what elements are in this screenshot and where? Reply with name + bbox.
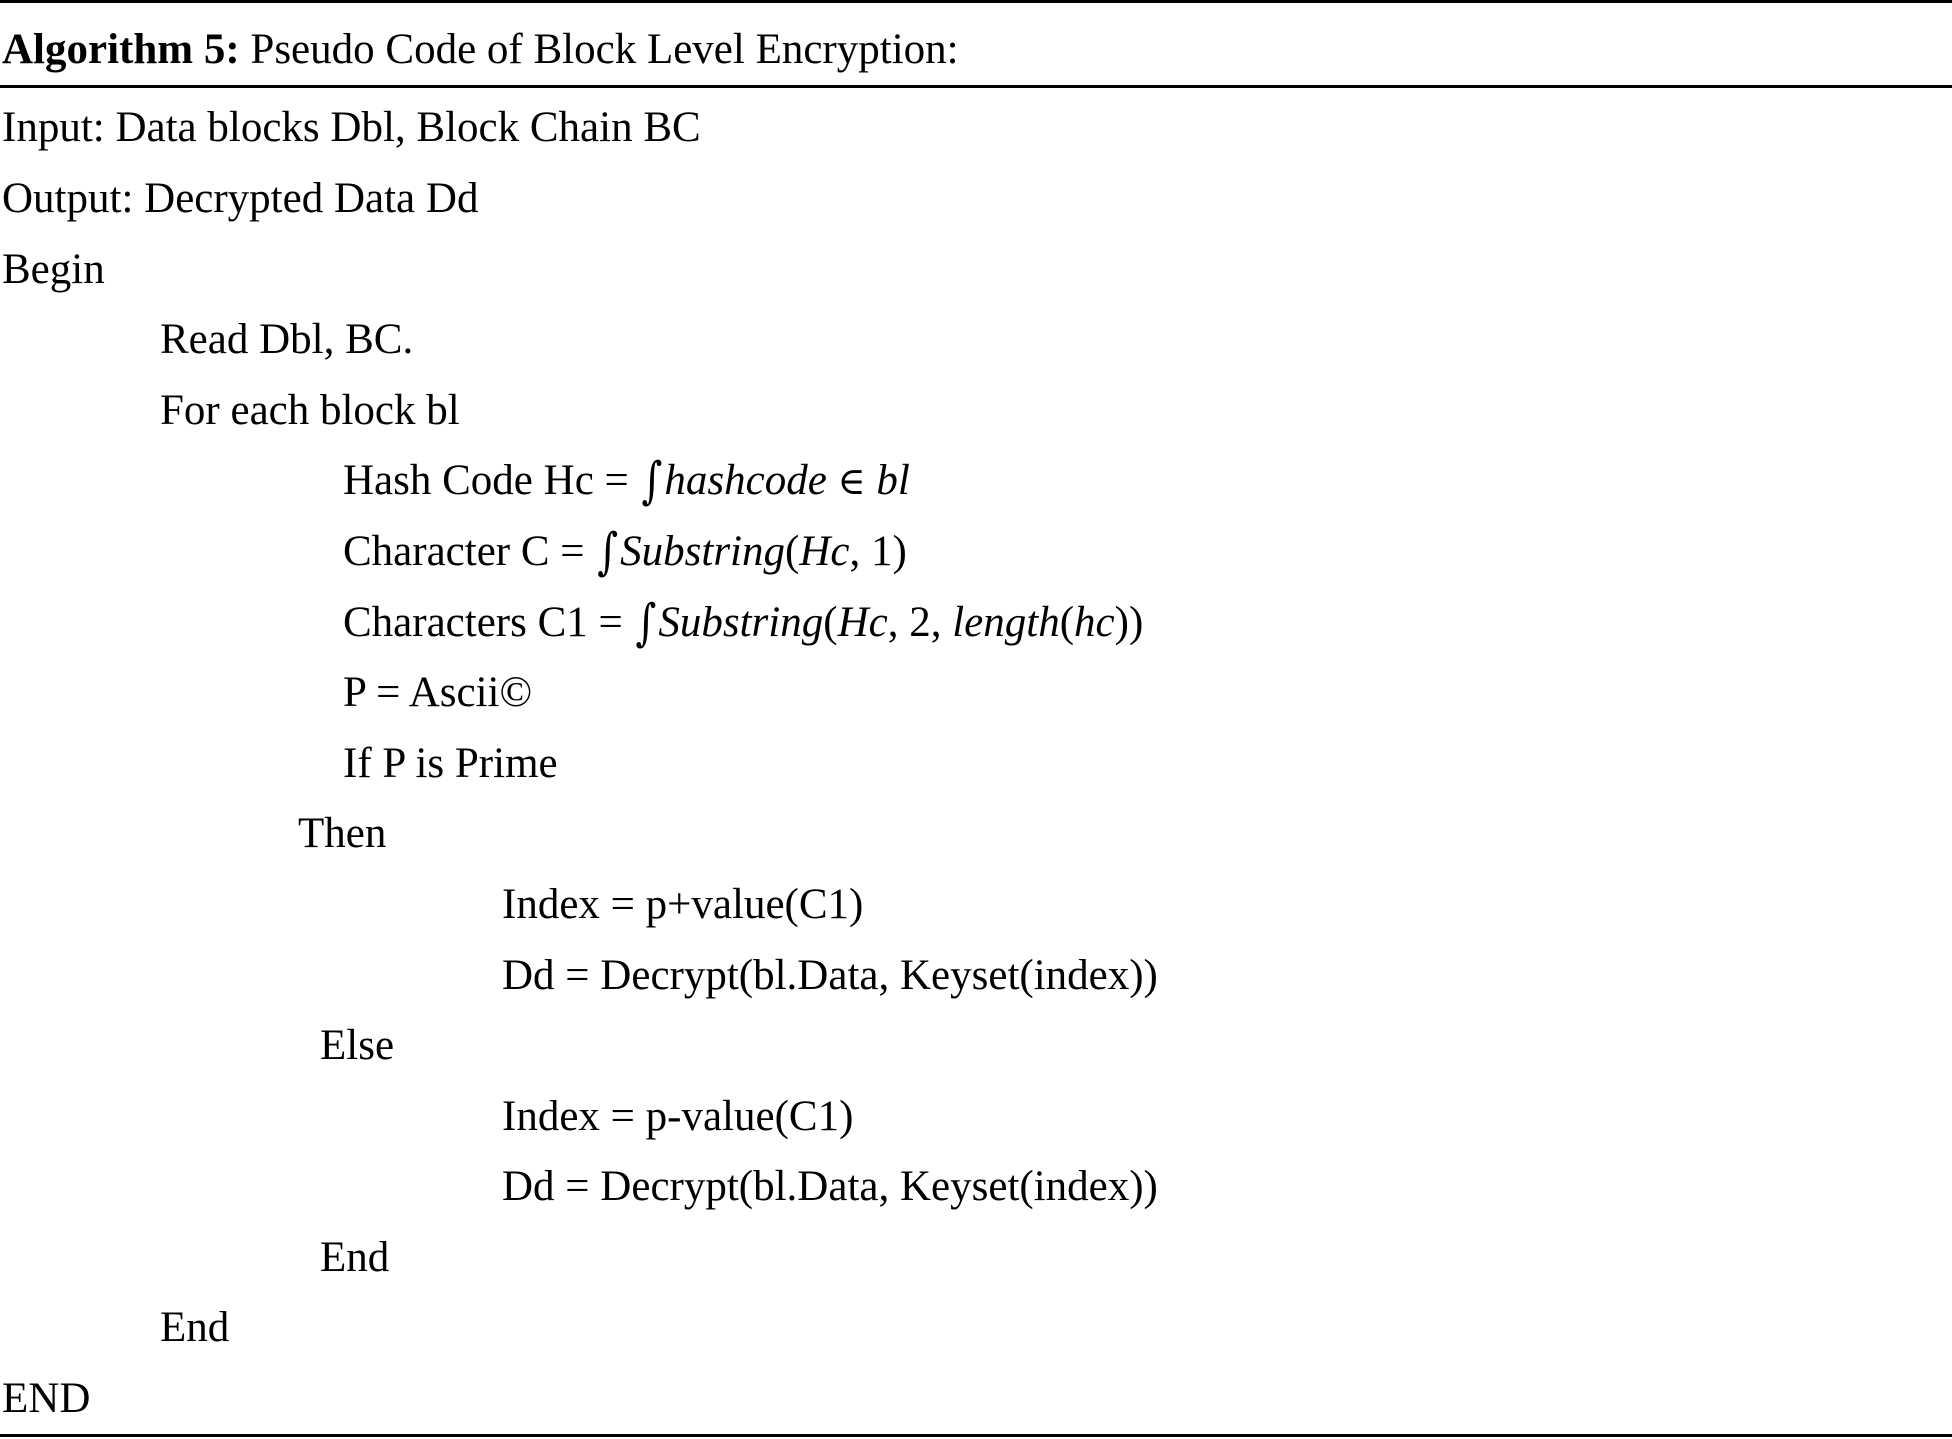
two-arg: 2	[909, 599, 931, 646]
close-paren: )	[892, 528, 907, 575]
decrypt-else-line: Dd = Decrypt(bl.Data, Keyset(index))	[502, 1163, 1158, 1210]
index-minus-line: Index = p-value(C1)	[502, 1093, 854, 1140]
comma: ,	[849, 528, 871, 575]
close-paren: )	[1114, 599, 1129, 646]
hash-code-lhs: Hash Code Hc =	[343, 457, 640, 504]
begin-line: Begin	[2, 246, 105, 293]
integral-symbol: ∫	[597, 523, 619, 581]
element-of-symbol: ∈	[837, 459, 866, 503]
open-paren: (	[823, 599, 838, 646]
characters-lhs: Characters C1 =	[343, 599, 634, 646]
hc-arg: Hc	[837, 599, 888, 646]
substring-func: Substring	[620, 528, 786, 575]
if-prime-line: If P is Prime	[343, 740, 558, 787]
end-main-line: END	[2, 1375, 91, 1422]
algorithm-title: Pseudo Code of Block Level Encryption:	[250, 26, 959, 73]
algorithm-label: Algorithm 5:	[2, 26, 240, 73]
hc-arg: Hc	[799, 528, 850, 575]
open-paren: (	[1059, 599, 1075, 646]
p-assign-line: P = Ascii©	[343, 669, 533, 716]
bottom-rule	[0, 1434, 1952, 1437]
one-arg: 1	[870, 528, 893, 575]
input-line: Input: Data blocks Dbl, Block Chain BC	[2, 104, 701, 151]
hashcode-term: hashcode	[664, 457, 827, 504]
integral-symbol: ∫	[641, 452, 663, 510]
end-if-line: End	[320, 1234, 390, 1281]
substring-func: Substring	[658, 599, 824, 646]
end-for-line: End	[160, 1304, 230, 1351]
then-line: Then	[298, 810, 387, 857]
output-line: Output: Decrypted Data Dd	[2, 175, 479, 222]
comma: ,	[930, 599, 953, 646]
algorithm-caption	[2, 22, 959, 78]
for-each-line: For each block bl	[160, 387, 460, 434]
comma: ,	[887, 599, 910, 646]
read-line: Read Dbl, BC.	[160, 316, 414, 363]
top-rule	[0, 0, 1952, 3]
hash-code-line	[343, 453, 910, 509]
characters-line	[343, 595, 1143, 651]
length-func: length	[952, 599, 1060, 646]
else-line: Else	[320, 1022, 395, 1069]
integral-symbol: ∫	[635, 594, 657, 652]
decrypt-then-line: Dd = Decrypt(bl.Data, Keyset(index))	[502, 952, 1158, 999]
character-line	[343, 524, 907, 580]
hc-lower-arg: hc	[1074, 599, 1115, 646]
open-paren: (	[785, 528, 800, 575]
header-rule	[0, 85, 1952, 88]
character-lhs: Character C =	[343, 528, 596, 575]
close-paren: )	[1128, 599, 1144, 646]
block-term: bl	[876, 457, 910, 504]
index-plus-line: Index = p+value(C1)	[502, 881, 864, 928]
